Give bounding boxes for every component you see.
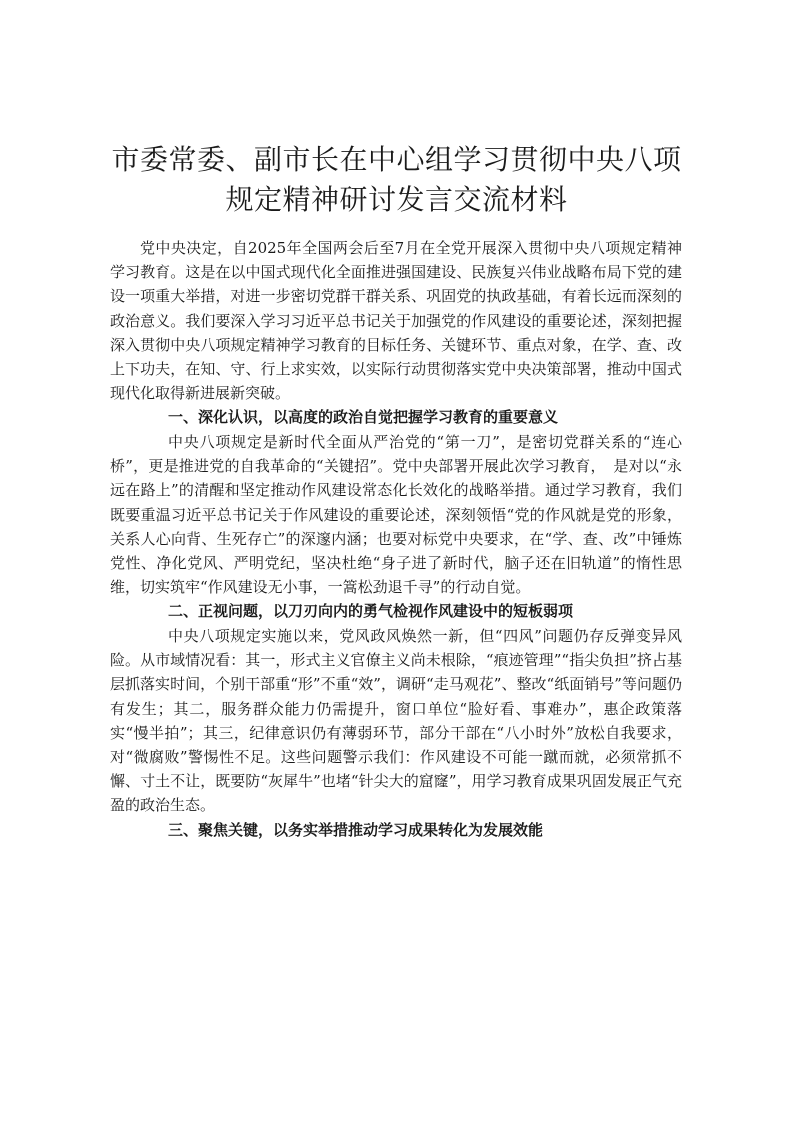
document-body (110, 236, 682, 842)
section-3-heading: 三、聚焦关键，以务实举措推动学习成果转化为发展效能 (168, 820, 544, 839)
intro-paragraph: 党中央决定，自2025年全国两会后至7月在全党开展深入贯彻中央八项规定精神学习教育。这是在以中国式现代化全面推进强国建设、民族复兴伟业战略布局下党的建设一项重大举措，对进一步密切党群干群关系、巩固党的执政基础，有着长远而深刻的政治意义。我们要深入学习习近平总书记关于加强党的作风建设的重要论述，深刻把握深入贯彻中央八项规定精神学习教育的目标任务、关键环节、重点对象，在学、查、改上下功夫，在知、守、行上求实效，以实际行动贯彻落实党中央决策部署，推动中国式现代化取得新进展新突破。 (110, 239, 682, 403)
document-title (60, 140, 733, 220)
title-line-1: 市委常委、副市长在中心组学习贯彻中央八项 (111, 143, 682, 176)
title-line-2: 规定精神研讨发言交流材料 (225, 183, 568, 216)
section-1-heading: 一、深化认识，以高度的政治自觉把握学习教育的重要意义 (168, 408, 559, 427)
section-2-heading: 二、正视问题，以刀刃向内的勇气检视作风建设中的短板弱项 (168, 602, 574, 621)
section-1-paragraph: 中央八项规定是新时代全面从严治党的“第一刀”，是密切党群关系的“连心桥”，更是推进党的自我革命的“关键招”。党中央部署开展此次学习教育， 是对以“永远在路上”的清醒和坚定推动作风建设常态化长效化的战略举措。通过学习教育，我们既要重温习近平总书记关于作风建设的重要论述，深刻领悟“党的作风就是党的形象，关系人心向背、生死存亡”的深邃内涵；也要对标党中央要求，在“学、查、改”中锤炼党性、净化党风、严明党纪，坚决杜绝“身子进了新时代，脑子还在旧轨道”的惰性思维，切实筑牢“作风建设无小事，一篙松劲退千寻”的行动自觉。 (110, 433, 682, 597)
section-2-paragraph: 中央八项规定实施以来，党风政风焕然一新，但“四风”问题仍存反弹变异风险。从市域情况看：其一，形式主义官僚主义尚未根除，“痕迹管理”“指尖负担”挤占基层抓落实时间，个别干部重“形”不重“效”，调研“走马观花”、整改“纸面销号”等问题仍有发生；其二，服务群众能力仍需提升，窗口单位“脸好看、事难办”，惠企政策落实“慢半拍”；其三，纪律意识仍有薄弱环节，部分干部在“八小时外”放松自我要求，对“微腐败”警惕性不足。这些问题警示我们：作风建设不可能一蹴而就，必须常抓不懈、寸土不让，既要防“灰犀牛”也堵“针尖大的窟窿”，用学习教育成果巩固发展正气充盈的政治生态。 (110, 627, 682, 815)
